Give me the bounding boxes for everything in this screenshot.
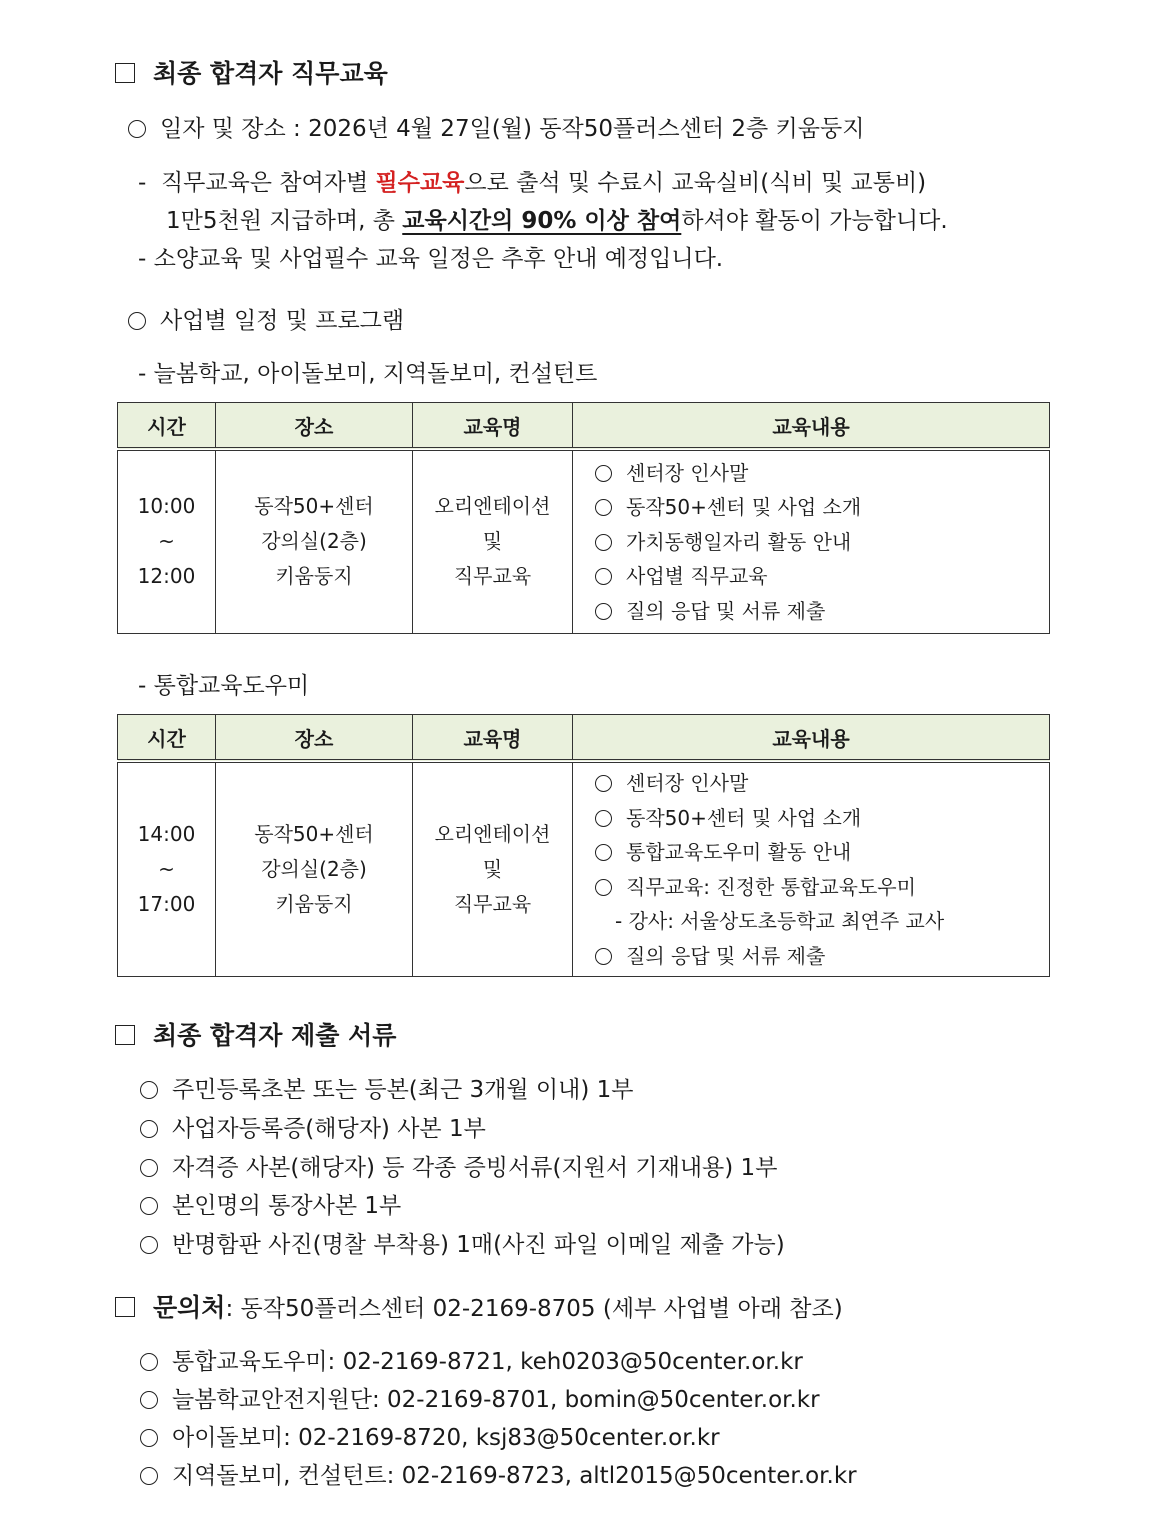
header-edu-content: 교육내용	[573, 403, 1050, 450]
time-cell: 10:00 ~ 12:00	[118, 449, 216, 633]
circle-bullet-icon	[140, 1429, 158, 1447]
circle-bullet-icon	[128, 312, 146, 330]
circle-bullet-icon	[595, 879, 612, 896]
circle-bullet-icon	[595, 810, 612, 827]
list-item: 센터장 인사말	[595, 766, 1049, 801]
edu-content-cell	[573, 761, 1050, 977]
edu-name-cell: 오리엔테이션 및 직무교육	[413, 761, 573, 977]
list-item: 반명함판 사진(명찰 부착용) 1매(사진 파일 이메일 제출 가능)	[140, 1226, 785, 1259]
section-title-documents: 최종 합격자 제출 서류	[115, 1016, 396, 1052]
section-title-training: 최종 합격자 직무교육	[115, 54, 388, 90]
circle-bullet-icon	[140, 1467, 158, 1485]
list-item: 사업별 직무교육	[595, 559, 1049, 594]
circle-bullet-icon	[595, 948, 612, 965]
circle-bullet-icon	[140, 1391, 158, 1409]
circle-bullet-icon	[140, 1353, 158, 1371]
circle-bullet-icon	[595, 465, 612, 482]
list-item: 질의 응답 및 서류 제출	[595, 939, 1049, 974]
notice-line-3: - 소양교육 및 사업필수 교육 일정은 추후 안내 예정입니다.	[138, 246, 724, 272]
header-time: 시간	[118, 403, 216, 450]
edu-content-cell	[573, 449, 1050, 633]
edu-name-cell: 오리엔테이션 및 직무교육	[413, 449, 573, 633]
list-item: 동작50+센터 및 사업 소개	[595, 801, 1049, 836]
circle-bullet-icon	[595, 568, 612, 585]
circle-bullet-icon	[140, 1236, 158, 1254]
time-cell: 14:00 ~ 17:00	[118, 761, 216, 977]
list-item: 지역돌보미, 컨설턴트: 02-2169-8723, altl2015@50center.or.kr	[140, 1457, 857, 1490]
schedule-table-2	[117, 714, 1050, 977]
circle-bullet-icon	[595, 603, 612, 620]
list-item: 직무교육: 진정한 통합교육도우미	[595, 870, 1049, 905]
list-item: 질의 응답 및 서류 제출	[595, 594, 1049, 629]
circle-bullet-icon	[595, 499, 612, 516]
header-place: 장소	[216, 715, 413, 762]
list-item: 사업자등록증(해당자) 사본 1부	[140, 1110, 486, 1143]
list-item: 자격증 사본(해당자) 등 각종 증빙서류(지원서 기재내용) 1부	[140, 1149, 777, 1182]
list-item: 늘봄학교안전지원단: 02-2169-8701, bomin@50center.or.kr	[140, 1381, 820, 1414]
header-edu-name: 교육명	[413, 715, 573, 762]
table-row	[118, 449, 1050, 633]
list-item: 동작50+센터 및 사업 소개	[595, 490, 1049, 525]
group2-label: - 통합교육도우미	[138, 673, 310, 699]
list-item: 아이돌보미: 02-2169-8720, ksj83@50center.or.kr	[140, 1419, 720, 1452]
checkbox-square-icon	[115, 63, 135, 83]
schedule-table-1	[117, 402, 1050, 634]
circle-bullet-icon	[128, 120, 146, 138]
header-edu-content: 교육내용	[573, 715, 1050, 762]
list-item: 통합교육도우미: 02-2169-8721, keh0203@50center.or.kr	[140, 1343, 803, 1376]
list-item: 가치동행일자리 활동 안내	[595, 525, 1049, 560]
instructor-line: - 강사: 서울상도초등학교 최연주 교사	[615, 909, 945, 933]
circle-bullet-icon	[595, 844, 612, 861]
table-row	[118, 761, 1050, 977]
circle-bullet-icon	[595, 775, 612, 792]
notice-line-1: - 직무교육은 참여자별 필수교육으로 출석 및 수료시 교육실비(식비 및 교통비)	[138, 170, 927, 196]
table-header-row	[118, 715, 1050, 762]
circle-bullet-icon	[140, 1120, 158, 1138]
checkbox-square-icon	[115, 1297, 135, 1317]
checkbox-square-icon	[115, 1025, 135, 1045]
circle-bullet-icon	[140, 1159, 158, 1177]
circle-bullet-icon	[140, 1081, 158, 1099]
header-place: 장소	[216, 403, 413, 450]
list-item: 본인명의 통장사본 1부	[140, 1187, 401, 1220]
date-place-line: 일자 및 장소 : 2026년 4월 27일(월) 동작50플러스센터 2층 키움둥지	[128, 110, 864, 143]
circle-bullet-icon	[140, 1197, 158, 1215]
section-title-contact: 문의처: 동작50플러스센터 02-2169-8705 (세부 사업별 아래 참조)	[115, 1288, 843, 1324]
group1-label: - 늘봄학교, 아이돌보미, 지역돌보미, 컨설턴트	[138, 361, 598, 387]
place-cell: 동작50+센터 강의실(2층) 키움둥지	[216, 761, 413, 977]
attendance-requirement-highlight: 교육시간의 90% 이상 참여	[402, 208, 682, 234]
required-education-highlight: 필수교육	[375, 170, 465, 196]
list-item: 통합교육도우미 활동 안내	[595, 835, 1049, 870]
header-edu-name: 교육명	[413, 403, 573, 450]
program-title: 사업별 일정 및 프로그램	[128, 302, 404, 335]
notice-line-2: 1만5천원 지급하며, 총 교육시간의 90% 이상 참여하셔야 활동이 가능합니다.	[166, 208, 948, 234]
list-item: 센터장 인사말	[595, 456, 1049, 491]
table-header-row	[118, 403, 1050, 450]
list-item: 주민등록초본 또는 등본(최근 3개월 이내) 1부	[140, 1071, 633, 1104]
place-cell: 동작50+센터 강의실(2층) 키움둥지	[216, 449, 413, 633]
circle-bullet-icon	[595, 534, 612, 551]
header-time: 시간	[118, 715, 216, 762]
